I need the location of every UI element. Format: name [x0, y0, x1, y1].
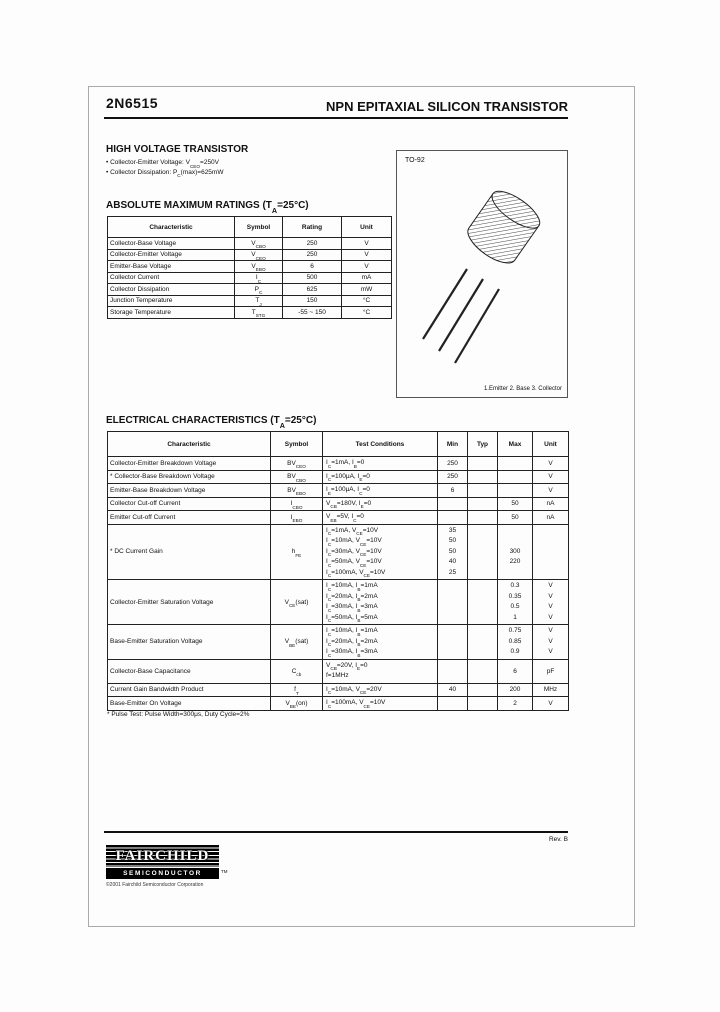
table-cell: * Collector-Base Breakdown Voltage [108, 470, 271, 484]
table-cell: Collector-Emitter Saturation Voltage [108, 580, 271, 625]
table-cell: $V_{EBO}$ [235, 261, 283, 273]
value-line [498, 536, 532, 547]
table-cell: °C [342, 295, 392, 307]
table-cell: V [533, 470, 569, 484]
table-cell: Base-Emitter On Voltage [108, 697, 271, 711]
abs-max-row [108, 284, 392, 296]
table-cell [323, 511, 438, 525]
table-cell [468, 524, 498, 580]
value-line [498, 568, 532, 579]
table-cell: $h_{FE}$ [271, 524, 323, 580]
elec-row [108, 524, 569, 580]
condition-line: $I_C=20mA$, $I_B=2mA$ [326, 592, 378, 602]
table-cell: $BV_{CBO}$ [271, 470, 323, 484]
table-cell [323, 470, 438, 484]
table-cell [438, 524, 468, 580]
table-cell: nA [533, 497, 569, 511]
abs-max-header-row [108, 217, 392, 238]
package-name: TO-92 [405, 157, 425, 164]
table-cell: V [533, 457, 569, 471]
column-header: Unit [533, 432, 569, 457]
condition-line: $I_C=50mA$, $V_{CE}=10V$ [326, 558, 382, 568]
value-line: 220 [509, 558, 521, 565]
table-cell [468, 457, 498, 471]
table-cell: Collector-Base Capacitance [108, 659, 271, 683]
value-line: 0.9 [510, 648, 520, 655]
table-cell: Junction Temperature [108, 295, 235, 307]
column-header: Symbol [271, 432, 323, 457]
elec-row [108, 470, 569, 484]
value-line: V [548, 613, 553, 621]
table-cell [438, 625, 468, 660]
elec-table [107, 431, 569, 711]
pulse-test-note: * Pulse Test: Pulse Width=300μs, Duty Cycle=2% [107, 711, 250, 718]
condition-line: $I_C=10mA$, $V_{CE}=10V$ [326, 537, 382, 547]
table-cell: 500 [283, 272, 342, 284]
table-cell: 50 [498, 511, 533, 525]
table-cell [468, 625, 498, 660]
column-header: Rating [283, 217, 342, 238]
table-cell [498, 470, 533, 484]
condition-line: $V_{EB}=5V$, $I_C=0$ [326, 513, 364, 523]
value-line: 0.5 [510, 603, 520, 610]
value-line: 25 [448, 568, 457, 576]
condition-line: $V_{CB}=180V$, $I_E=0$ [326, 499, 372, 509]
column-header: Characteristic [108, 217, 235, 238]
table-cell [438, 697, 468, 711]
pin-caption: 1.Emitter 2. Base 3. Collector [483, 386, 562, 392]
table-cell [468, 683, 498, 697]
elec-row [108, 580, 569, 625]
logo-copyright: ©2001 Fairchild Semiconductor Corporation [106, 882, 204, 888]
table-cell: pF [533, 659, 569, 683]
table-cell: $V_{CEO}$ [235, 249, 283, 261]
features-list [106, 158, 366, 177]
table-cell [498, 457, 533, 471]
table-cell: Emitter Cut-off Current [108, 511, 271, 525]
table-cell: $C_{cb}$ [271, 659, 323, 683]
table-cell [498, 484, 533, 498]
condition-line: $I_C=30mA$, $I_B=3mA$ [326, 603, 378, 613]
table-cell [323, 497, 438, 511]
table-cell: Collector-Emitter Breakdown Voltage [108, 457, 271, 471]
condition-line: $I_C=50mA$, $I_B=5mA$ [326, 613, 378, 623]
condition-line: $I_C=20mA$, $I_B=2mA$ [326, 637, 378, 647]
condition-line: $V_{CB}=20V$, $I_E=0$ [326, 661, 368, 671]
table-cell [323, 659, 438, 683]
elec-row [108, 497, 569, 511]
table-cell: MHz [533, 683, 569, 697]
table-cell: Collector-Base Voltage [108, 238, 235, 250]
elec-row [108, 625, 569, 660]
column-header: Characteristic [108, 432, 271, 457]
abs-max-row [108, 261, 392, 273]
table-cell: $I_C$ [235, 272, 283, 284]
value-line: 0.35 [508, 592, 522, 600]
table-cell: Current Gain Bandwidth Product [108, 683, 271, 697]
table-cell [468, 484, 498, 498]
table-cell [323, 580, 438, 625]
table-cell: $T_J$ [235, 295, 283, 307]
abs-max-row [108, 272, 392, 284]
table-cell: V [342, 249, 392, 261]
column-header: Max [498, 432, 533, 457]
condition-line: $I_C=10mA$, $I_B=1mA$ [326, 627, 378, 637]
condition-line: $I_C=30mA$, $I_B=3mA$ [326, 648, 378, 658]
table-cell: $P_C$ [235, 284, 283, 296]
column-header: Typ [468, 432, 498, 457]
table-cell: 250 [283, 238, 342, 250]
table-cell: 6 [438, 484, 468, 498]
table-cell: °C [342, 307, 392, 319]
abs-max-row [108, 295, 392, 307]
table-cell [438, 659, 468, 683]
condition-line: $I_C=10mA$, $I_B=1mA$ [326, 582, 378, 592]
table-cell [323, 683, 438, 697]
condition-line: $I_E=100\mu A$, $I_C=0$ [326, 486, 370, 496]
package-figure-box [396, 150, 568, 398]
table-cell: 200 [498, 683, 533, 697]
table-cell [323, 697, 438, 711]
elec-header-row [108, 432, 569, 457]
table-cell [498, 625, 533, 660]
table-cell: Collector-Emitter Voltage [108, 249, 235, 261]
condition-line: f=1MHz [326, 672, 349, 679]
value-line: 0.3 [510, 582, 520, 589]
table-cell [323, 457, 438, 471]
table-cell: Collector Cut-off Current [108, 497, 271, 511]
table-cell [533, 524, 569, 580]
table-cell [438, 511, 468, 525]
table-cell: Collector Dissipation [108, 284, 235, 296]
column-header: Unit [342, 217, 392, 238]
elec-heading: ELECTRICAL CHARACTERISTICS $(T_A=25^\circ C)$ [106, 415, 317, 431]
value-line: V [548, 603, 553, 610]
table-cell [438, 580, 468, 625]
table-cell: 40 [438, 683, 468, 697]
table-cell [438, 497, 468, 511]
value-line: V [548, 592, 553, 600]
column-header: Symbol [235, 217, 283, 238]
table-cell: 250 [283, 249, 342, 261]
elec-row [108, 511, 569, 525]
page-title: NPN EPITAXIAL SILICON TRANSISTOR [326, 99, 568, 114]
value-line [498, 526, 532, 537]
table-cell: 150 [283, 295, 342, 307]
table-cell: $V_{BE}(on)$ [271, 697, 323, 711]
value-line: 40 [448, 558, 457, 565]
value-line: 0.85 [508, 637, 522, 645]
condition-line: $I_C=100mA$, $V_{CE}=10V$ [326, 568, 386, 578]
table-cell [468, 659, 498, 683]
table-cell: $I_{EBO}$ [271, 511, 323, 525]
elec-row [108, 683, 569, 697]
table-cell: V [342, 261, 392, 273]
table-cell: Base-Emitter Saturation Voltage [108, 625, 271, 660]
table-cell [533, 580, 569, 625]
to92-package-drawing-icon [405, 169, 563, 369]
condition-line: $I_C=100\mu A$, $I_E=0$ [326, 472, 370, 482]
table-cell: 250 [438, 470, 468, 484]
feature-item: • Collector Dissipation: $P_C(\max)=625mW$ [106, 168, 366, 178]
table-cell [533, 625, 569, 660]
table-cell: -55 ~ 150 [283, 307, 342, 319]
table-cell: mA [342, 272, 392, 284]
table-cell [468, 497, 498, 511]
table-cell: 6 [283, 261, 342, 273]
abs-max-row [108, 249, 392, 261]
feature-item: • Collector-Emitter Voltage: $V_{CEO}=250V$ [106, 158, 366, 168]
table-cell: V [533, 697, 569, 711]
table-cell: Emitter-Base Voltage [108, 261, 235, 273]
table-cell: $f_T$ [271, 683, 323, 697]
header-rule [104, 117, 568, 119]
table-cell [498, 580, 533, 625]
condition-line: $I_C=10mA$, $V_{CE}=20V$ [326, 685, 382, 695]
table-cell [323, 484, 438, 498]
table-cell: $V_{CBO}$ [235, 238, 283, 250]
table-cell: $BV_{CEO}$ [271, 457, 323, 471]
table-cell: $V_{BE}(sat)$ [271, 625, 323, 660]
table-cell [323, 524, 438, 580]
value-line: V [548, 648, 553, 655]
abs-max-table [107, 216, 392, 319]
table-cell: 2 [498, 697, 533, 711]
abs-max-heading: ABSOLUTE MAXIMUM RATINGS $(T_A=25^\circ C)$ [106, 200, 309, 216]
abs-max-row [108, 307, 392, 319]
table-cell: $T_{STG}$ [235, 307, 283, 319]
table-cell: Collector Current [108, 272, 235, 284]
table-cell [468, 697, 498, 711]
elec-row [108, 697, 569, 711]
value-line: 50 [448, 537, 457, 544]
logo-brand-text: FAIRCHILD [106, 845, 219, 867]
column-header: Min [438, 432, 468, 457]
value-line: 0.75 [508, 627, 522, 634]
value-line: V [548, 582, 553, 589]
table-cell: 625 [283, 284, 342, 296]
table-cell: * DC Current Gain [108, 524, 271, 580]
elec-row [108, 457, 569, 471]
condition-line: $I_C=1mA$, $V_{CE}=10V$ [326, 526, 379, 536]
table-cell: $BV_{EBO}$ [271, 484, 323, 498]
condition-line: $I_C=100mA$, $V_{CE}=10V$ [326, 699, 386, 709]
condition-line: $I_C=30mA$, $V_{CE}=10V$ [326, 547, 382, 557]
logo-trademark: TM [221, 869, 228, 874]
logo-semiconductor-text: SEMICONDUCTOR [106, 868, 219, 879]
value-line: 1 [513, 613, 517, 621]
value-line: V [548, 627, 553, 634]
table-cell [498, 524, 533, 580]
column-header: Test Conditions [323, 432, 438, 457]
table-cell: Storage Temperature [108, 307, 235, 319]
table-cell: 6 [498, 659, 533, 683]
table-cell [468, 511, 498, 525]
revision-label: Rev. B [548, 836, 568, 843]
table-cell: Emitter-Base Breakdown Voltage [108, 484, 271, 498]
value-line: 35 [448, 526, 457, 534]
table-cell [468, 580, 498, 625]
elec-row [108, 484, 569, 498]
features-heading: HIGH VOLTAGE TRANSISTOR [106, 144, 249, 155]
table-cell [323, 625, 438, 660]
table-cell: V [533, 484, 569, 498]
table-cell: mW [342, 284, 392, 296]
table-cell [468, 470, 498, 484]
abs-max-row [108, 238, 392, 250]
condition-line: $I_C=1mA$, $I_B=0$ [326, 459, 365, 469]
value-line: V [548, 637, 553, 645]
table-cell: $V_{CE}(sat)$ [271, 580, 323, 625]
value-line: 300 [509, 547, 521, 555]
table-cell: 50 [498, 497, 533, 511]
footer-rule [104, 831, 568, 833]
table-cell: V [342, 238, 392, 250]
fairchild-logo [106, 845, 226, 888]
table-cell: 250 [438, 457, 468, 471]
part-number: 2N6515 [106, 95, 159, 111]
table-cell: $I_{CBO}$ [271, 497, 323, 511]
elec-row [108, 659, 569, 683]
table-cell: nA [533, 511, 569, 525]
value-line: 50 [448, 547, 457, 555]
